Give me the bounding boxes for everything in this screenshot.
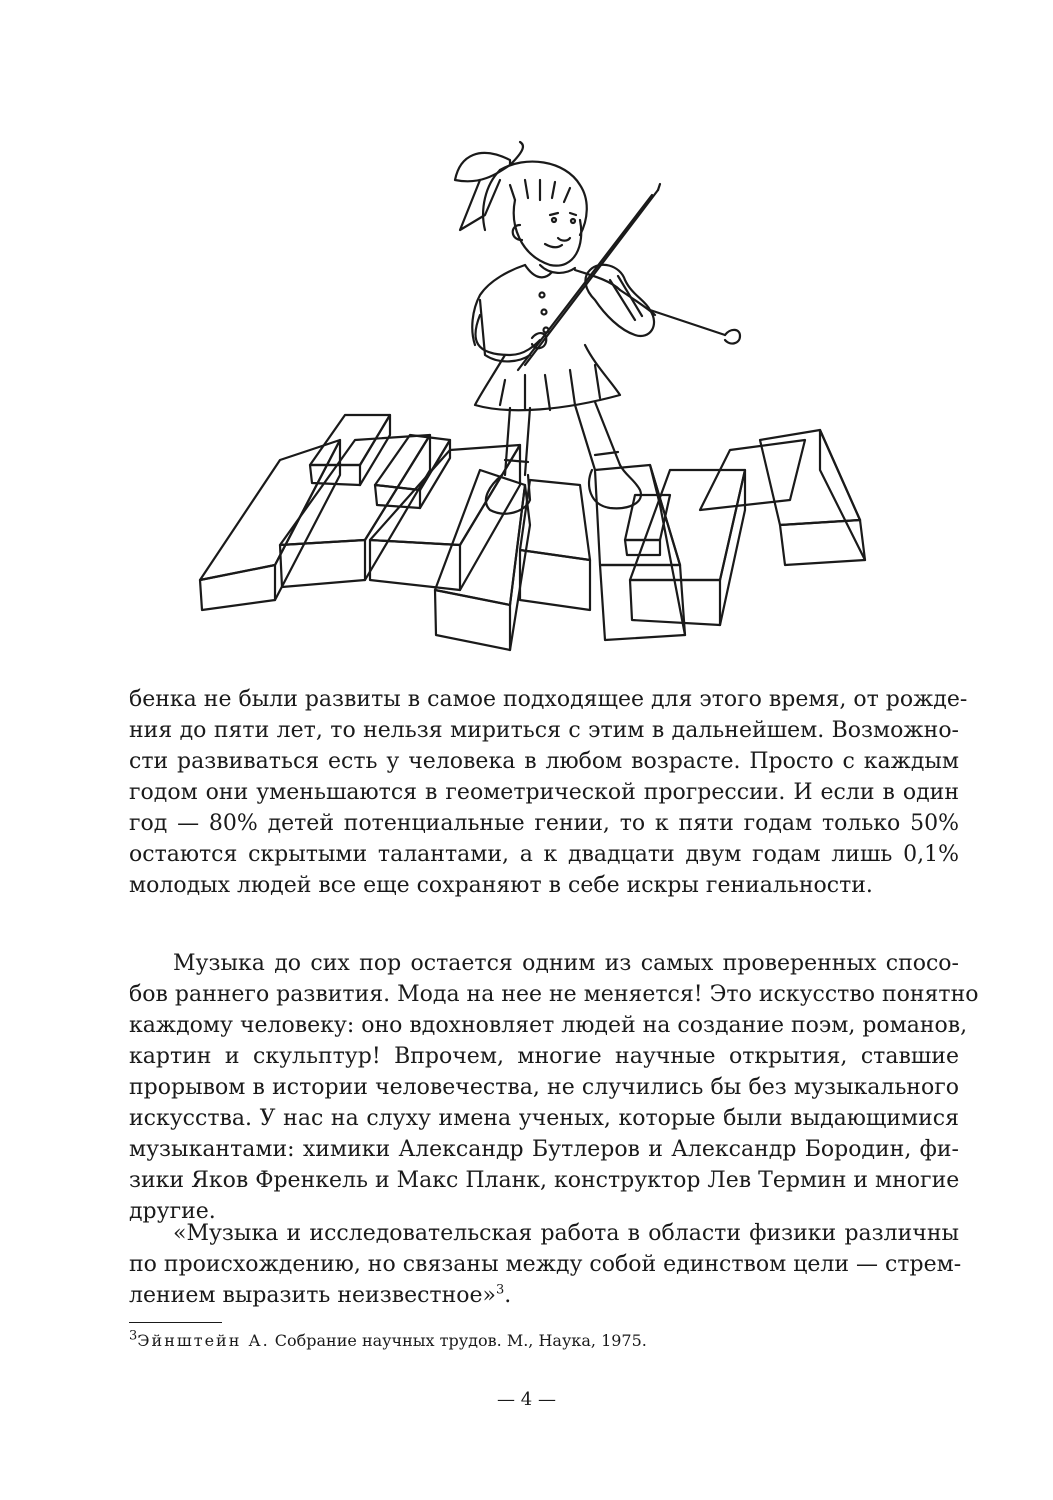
text-line: прорывом в истории человечества, не случились бы без музыкального — [129, 1075, 959, 1100]
footnote-divider — [129, 1322, 222, 1323]
text-line-last — [129, 1280, 959, 1311]
violin-girl-drawing — [180, 140, 880, 675]
footnote-marker: 3 — [129, 1328, 138, 1344]
footnote-author: Эйнштейн А. — [137, 1331, 270, 1350]
piano-keys — [200, 415, 865, 650]
text-line: картин и скульптур! Впрочем, многие научные открытия, ставшие — [129, 1044, 959, 1069]
text-line: Музыка до сих пор остается одним из самых проверенных спосо- — [173, 951, 959, 976]
text-line: бов раннего развития. Мода на нее не меняется! Это искусство понятно — [129, 982, 979, 1007]
text-line: «Музыка и исследовательская работа в области физики различны — [173, 1221, 959, 1246]
girl-figure — [455, 142, 740, 514]
footnote — [129, 1330, 647, 1352]
text-line: музыкантами: химики Александр Бутлеров и Александр Бородин, фи- — [129, 1137, 959, 1162]
footnote-text: Собрание научных трудов. М., Наука, 1975. — [274, 1331, 647, 1350]
text-line: год — 80% детей потенциальные гении, то к пяти годам только 50% — [129, 811, 959, 836]
text-line: каждому человеку: оно вдохновляет людей на создание поэм, романов, — [129, 1013, 968, 1038]
footnote-reference: 3 — [495, 1282, 505, 1298]
text-line: бенка не были развиты в самое подходящее для этого время, от рожде- — [129, 687, 968, 712]
text-line: молодых людей все еще сохраняют в себе искры гениальности. — [129, 873, 873, 898]
quote-end-punct: . — [504, 1283, 512, 1308]
quote-end-text: лением выразить неизвестное» — [129, 1283, 496, 1308]
text-line: зики Яков Френкель и Макс Планк, конструктор Лев Термин и многие — [129, 1168, 960, 1193]
text-line: другие. — [129, 1199, 216, 1224]
body-paragraph-1 — [129, 684, 968, 901]
page-number: — 4 — — [497, 1389, 556, 1410]
text-line: ния до пяти лет, то нельзя мириться с этим в дальнейшем. Возможно- — [129, 718, 959, 743]
illustration-girl-violin — [180, 140, 880, 675]
quote-paragraph — [129, 1218, 962, 1311]
body-paragraph-2 — [129, 948, 979, 1227]
text-line: искусства. У нас на слуху имена ученых, которые были выдающимися — [129, 1106, 959, 1131]
text-line: годом они уменьшаются в геометрической прогрессии. И если в один — [129, 780, 959, 805]
text-line: сти развиваться есть у человека в любом возрасте. Просто с каждым — [129, 749, 959, 774]
text-line: по происхождению, но связаны между собой единством цели — стрем- — [129, 1252, 962, 1277]
text-line: остаются скрытыми талантами, а к двадцати двум годам лишь 0,1% — [129, 842, 959, 867]
